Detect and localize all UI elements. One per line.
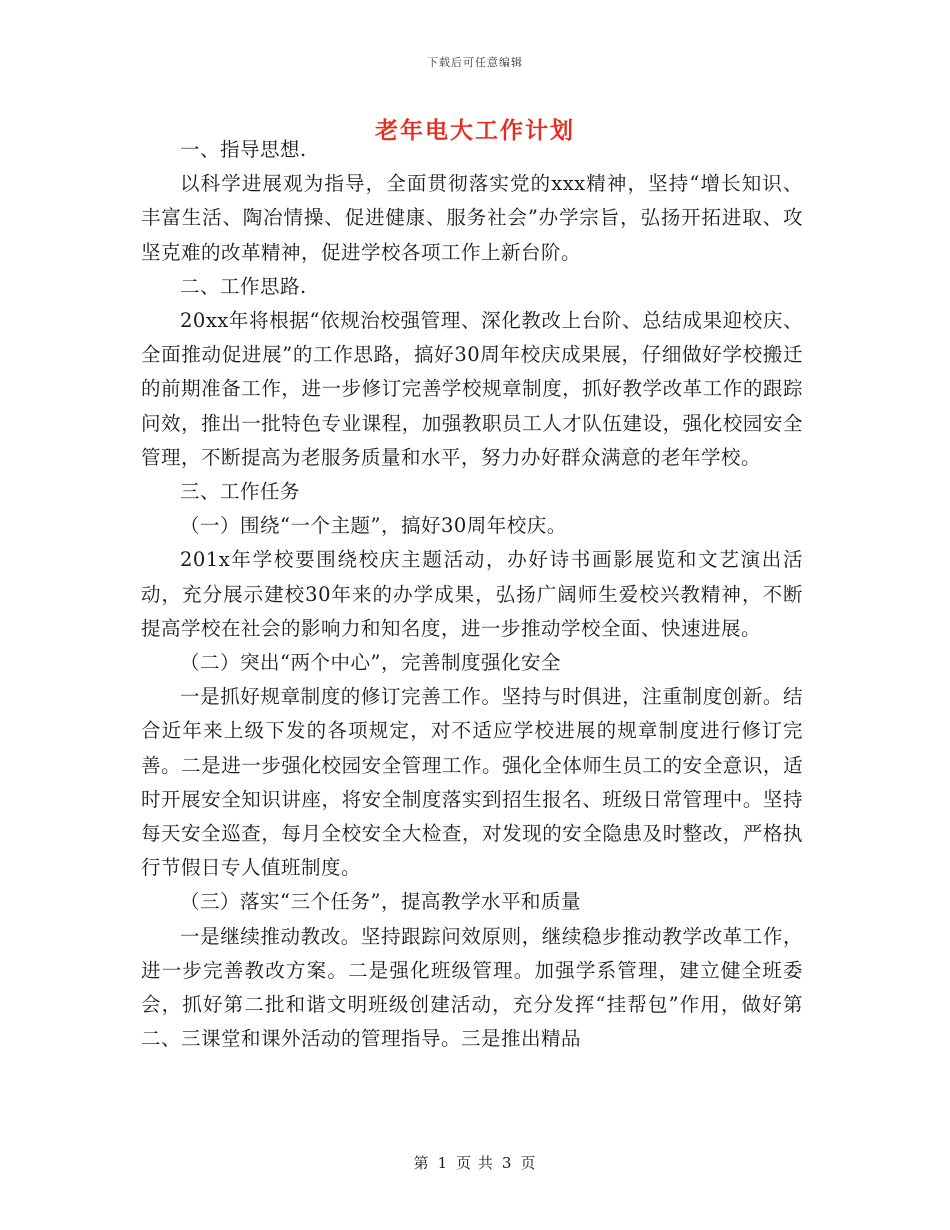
page-footer bbox=[0, 1152, 950, 1173]
paragraph-guiding-thought: 以科学进展观为指导，全面贯彻落实党的xxx精神，坚持“增长知识、丰富生活、陶冶情操、促进健康、服务社会”办学宗旨，弘扬开拓进取、攻坚克难的改革精神，促进学校各项工作上新台阶。 bbox=[141, 172, 803, 264]
paragraph-task-three: 一是继续推动教改。坚持跟踪问效原则，继续稳步推动教学改革工作，进一步完善教改方案。二是强化班级管理。加强学系管理，建立健全班委会，抓好第二批和谐文明班级创建活动，充分发挥“挂帮包”作用，做好第二、三课堂和课外活动的管理指导。三是推出精品 bbox=[141, 924, 803, 1051]
footer-label-page: 第 bbox=[413, 1154, 430, 1172]
header-note: 下载后可任意编辑 bbox=[427, 56, 523, 69]
subheading-task-three: （三）落实“三个任务”，提高教学水平和质量 bbox=[180, 890, 581, 914]
paragraph-work-approach: 20xx年将根据“依规治校强管理、深化教改上台阶、总结成果迎校庆、全面推动促进展”的工作思路，搞好30周年校庆成果展，仔细做好学校搬迁的前期准备工作，进一步修订完善学校规章制度，抓好教学改革工作的跟踪问效，推出一批特色专业课程，加强教职员工人才队伍建设，强化校园安全管理，不断提高为老服务质量和水平，努力办好群众满意的老年学校。 bbox=[141, 309, 803, 469]
footer-total-pages: 3 bbox=[501, 1154, 513, 1172]
heading-guiding-thought: 一、指导思想. bbox=[180, 138, 307, 161]
footer-label-mid: 页 共 bbox=[456, 1154, 494, 1172]
heading-work-tasks: 三、工作任务 bbox=[180, 480, 301, 504]
paragraph-task-two: 一是抓好规章制度的修订完善工作。坚持与时俱进，注重制度创新。结合近年来上级下发的各项规定，对不适应学校进展的规章制度进行修订完善。二是进一步强化校园安全管理工作。强化全体师生员工的安全意识，适时开展安全知识讲座，将安全制度落实到招生报名、班级日常管理中。坚持每天安全巡查，每月全校安全大检查，对发现的安全隐患及时整改，严格执行节假日专人值班制度。 bbox=[141, 685, 803, 880]
subheading-task-one: （一）围绕“一个主题”，搞好30周年校庆。 bbox=[180, 514, 567, 538]
heading-work-approach: 二、工作思路. bbox=[180, 274, 307, 298]
footer-current-page: 1 bbox=[437, 1154, 449, 1172]
document-title: 老年电大工作计划 bbox=[375, 117, 575, 144]
subheading-task-two: （二）突出“两个中心”，完善制度强化安全 bbox=[180, 651, 561, 675]
document-body bbox=[141, 133, 803, 1056]
footer-label-end: 页 bbox=[520, 1154, 537, 1172]
paragraph-task-one: 201x年学校要围绕校庆主题活动，办好诗书画影展览和文艺演出活动，充分展示建校30年来的办学成果，弘扬广阔师生爱校兴教精神，不断提高学校在社会的影响力和知名度，进一步推动学校全面、快速进展。 bbox=[141, 548, 803, 640]
